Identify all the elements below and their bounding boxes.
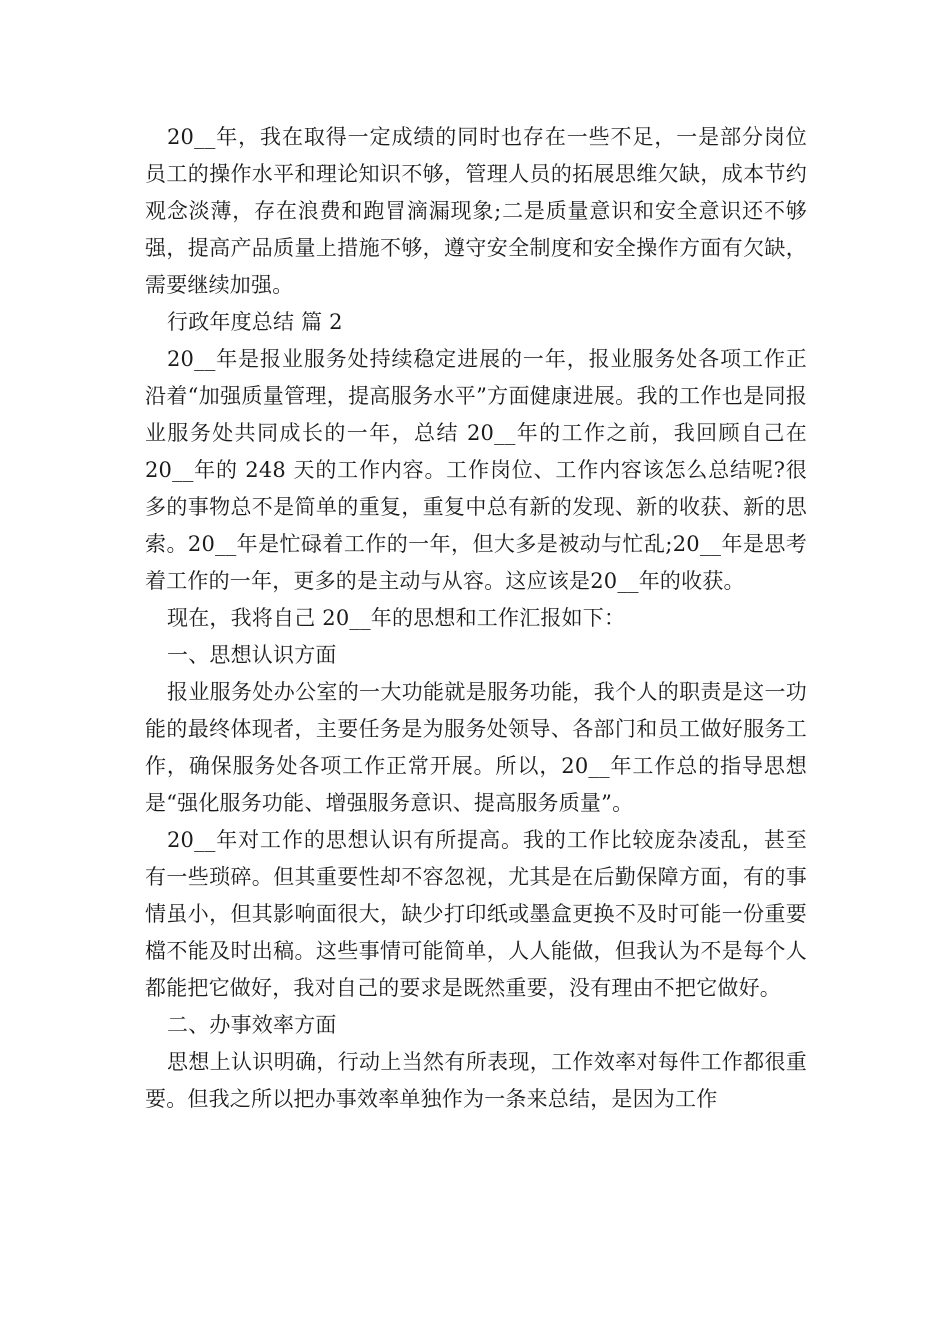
paragraph-shortcomings: 20__年，我在取得一定成绩的同时也存在一些不足，一是部分岗位员工的操作水平和理论知识不够，管理人员的拓展思维欠缺，成本节约观念淡薄，存在浪费和跑冒滴漏现象;二是质量意识和安全意识还不够强，提高产品质量上措施不够，遵守安全制度和安全操作方面有欠缺，需要继续加强。 (145, 125, 807, 297)
paragraph-intro: 20__年是报业服务处持续稳定进展的一年，报业服务处各项工作正沿着“加强质量管理，提高服务水平”方面健康进展。我的工作也是同报业服务处共同成长的一年，总结 20__年的工作之前，我回顾自己在 20__年的 248 天的工作内容。工作岗位、工作内容该怎么总结呢?很多的事物总不是简单的重复，重复中总有新的发现、新的收获、新的思索。20__年是忙碌着工作的一年，但大多是被动与忙乱;20__年是思考着工作的一年，更多的是主动与从容。这应该是20__年的收获。 (145, 347, 807, 593)
paragraph-service-function: 报业服务处办公室的一大功能就是服务功能，我个人的职责是这一功能的最终体现者，主要任务是为服务处领导、各部门和员工做好服务工作，确保服务处各项工作正常开展。所以，20__年工作总的指导思想是“强化服务功能、增强服务意识、提高服务质量”。 (145, 680, 807, 815)
paragraph-awareness: 20__年对工作的思想认识有所提高。我的工作比较庞杂凌乱，甚至有一些琐碎。但其重要性却不容忽视，尤其是在后勤保障方面，有的事情虽小，但其影响面很大，缺少打印纸或墨盒更换不及时可能一份重要檔不能及时出稿。这些事情可能简单，人人能做，但我认为不是每个人都能把它做好，我对自己的要求是既然重要，没有理由不把它做好。 (145, 828, 807, 1000)
heading-thinking: 一、思想认识方面 (167, 643, 337, 667)
section-title: 行政年度总结 篇 2 (167, 310, 343, 334)
paragraph-efficiency: 思想上认识明确，行动上当然有所表现，工作效率对每件工作都很重要。但我之所以把办事效率单独作为一条来总结，是因为工作 (145, 1050, 807, 1111)
heading-efficiency: 二、办事效率方面 (167, 1013, 337, 1037)
paragraph-report-lead: 现在，我将自己 20__年的思想和工作汇报如下： (167, 606, 626, 630)
document-page (145, 119, 807, 1118)
